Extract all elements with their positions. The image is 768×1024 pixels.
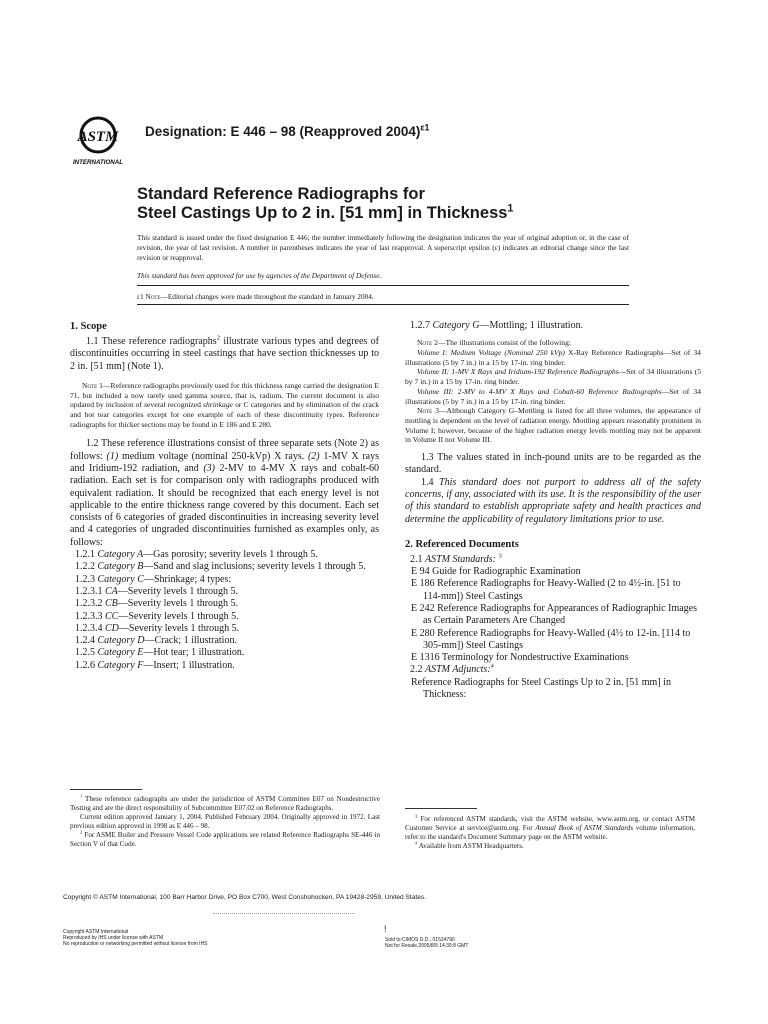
designation: Designation: E 446 – 98 (Reapproved 2004)$^{\varepsilon 1}$ — [145, 122, 430, 139]
referenced-standard: E 280 Reference Radiographs for Heavy-Walled (4½ to 12-in. [114 to 305-mm]) Steel Castings — [411, 627, 691, 651]
category-item: 1.2.1 Category A—Gas porosity; severity levels 1 through 5. — [75, 549, 318, 561]
paragraph-1-3: 1.3 The values stated in inch-pound units are to be regarded as the standard. — [405, 452, 701, 476]
item-1-2-7: 1.2.7 Category G—Mottling; 1 illustration. — [410, 320, 584, 331]
footnotes-right — [405, 815, 695, 851]
copyright-line: Copyright © ASTM International, 100 Barr Harbor Drive, PO Box C700, West Conshohocken, PA 19428-2959, United States. — [63, 894, 427, 901]
title-line-1: Standard Reference Radiographs for — [137, 185, 425, 203]
category-item: 1.2.5 Category E—Hot tear; 1 illustration. — [75, 647, 245, 659]
footnote-2: $^2$ For ASME Boiler and Pressure Vessel Code applications see related Reference Radiographs SE-446 in Section V of that Code. — [70, 830, 380, 849]
referenced-standard: E 242 Reference Radiographs for Appearances of Radiographic Images as Certain Parameters Are Changed — [411, 603, 698, 627]
astm-logo-mark — [63, 115, 133, 167]
footnote-4: $^4$ Available from ASTM Headquarters. — [415, 840, 524, 851]
title-line-2: Steel Castings Up to 2 in. [51 mm] in Thickness$^1$ — [137, 202, 514, 222]
category-item: 1.2.2 Category B—Sand and slag inclusions; severity levels 1 through 5. — [75, 561, 366, 573]
referenced-standards-list — [405, 566, 701, 664]
note-3: Note 3—Although Category G–Mottling is listed for all three volumes, the appearance of mottling is dependent on the level of radiation energy. Mottling appears reasonably prominent in Volume I; however, because of the higher radiation energy levels mottling may not be apparent in Volume II nor Volume III. — [405, 406, 701, 445]
license-notice: Copyright ASTM International Reproduced by IHS under license with ASTM No reproduction or networking permitted without license from IHS — [63, 929, 208, 948]
adjunct-entry: Reference Radiographs for Steel Castings Up to 2 in. [51 mm] in Thickness: — [411, 676, 671, 701]
footnote-1: $^1$ These reference radiographs are under the jurisdiction of ASTM Committee E07 on Nondestructive Testing and are the direct responsibility of Subcommittee E07.02 on Reference Radiographs. — [70, 793, 380, 813]
dotted-divider — [213, 913, 355, 914]
astm-logo — [63, 115, 133, 167]
category-item: 1.2.4 Category D—Crack; 1 illustration. — [75, 635, 237, 647]
header-rule-bottom — [137, 304, 629, 305]
category-item: 1.2.6 Category F—Insert; 1 illustration. — [75, 659, 235, 671]
referenced-standard: E 94 Guide for Radiographic Examination — [411, 566, 581, 578]
header-rule-top — [137, 285, 629, 286]
footnote-1-edition: Current edition approved January 1, 2004. Published February 2004. Originally approved in 1972. Last previous edition approved in 1998 as E 446 – 98. — [70, 813, 380, 831]
volume-1: Volume I: Medium Voltage (Nominal 250 kVp) X-Ray Reference Radiographs—Set of 34 illustrations (5 by 7 in.) in a 15 by 17-in. ring binder. — [405, 348, 701, 367]
category-list — [70, 549, 379, 672]
section-heading-scope: 1. Scope — [70, 321, 107, 332]
category-item: 1.2.3.2 CB—Severity levels 1 through 5. — [75, 598, 239, 610]
paragraph-1-4: 1.4 This standard does not purport to address all of the safety concerns, if any, associated with its use. It is the responsibility of the user of this standard to establish appropriate safety and health practices and determine the applicability of regulatory limitations prior to use. — [405, 476, 701, 525]
paragraph-1-2: 1.2 These reference illustrations consist of three separate sets (Note 2) as follows: (1) medium voltage (nominal 250-kVp) X rays. (2) 1-MV X rays and Iridium-192 radiation, and (3) 2-MV to 4-MV X rays and cobalt-60 radiation. Each set is for comparison only with radiographs produced with equivalent radiation. It should be recognized that each energy level is not applicable to the entire thickness range covered by this document. Each set consists of 6 categories of graded discontinuities in increasing severity level and 4 categories of ungraded discontinuities furnished as examples only, as follows: — [70, 438, 380, 548]
footnote-rule-left — [70, 789, 142, 790]
document-title — [137, 185, 513, 223]
svg-text:ASTM: ASTM — [77, 129, 119, 145]
referenced-standard: E 1316 Terminology for Nondestructive Examinations — [411, 652, 629, 664]
paragraph-2-1: 2.1 ASTM Standards: $^3$ — [410, 552, 502, 565]
page-marker: ! — [384, 924, 387, 934]
svg-text:INTERNATIONAL: INTERNATIONAL — [72, 159, 124, 166]
volume-2: Volume II: 1-MV X Rays and Iridium-192 Reference Radiographs—Set of 34 illustrations (5 by 7 in.) in a 15 by 17-in. ring binder. — [405, 367, 701, 387]
footnote-rule-right — [405, 808, 477, 809]
paragraph-2-2: 2.2 ASTM Adjuncts:$^4$ — [410, 663, 494, 676]
section-heading-referenced-documents: 2. Referenced Documents — [405, 538, 519, 550]
footnote-3: $^3$ For referenced ASTM standards, visit the ASTM website, www.astm.org, or contact ASTM Customer Service at service@astm.org. For Annual Book of ASTM Standards volume information, refer to the standard's Document Summary page on the ASTM website. — [405, 813, 696, 842]
category-item: 1.2.3.1 CA—Severity levels 1 through 5. — [75, 585, 239, 597]
issuance-statement: This standard is issued under the fixed designation E 446; the number immediately following the designation indicates the year of original adoption or, in the case of revision, the year of last revision. A number in parentheses indicates the year of last reapproval. A superscript epsilon (ε) indicates an editorial change since the last revision or reapproval. — [137, 233, 629, 262]
paragraph-1-1: 1.1 These reference radiographs$^2$ illustrate various types and degrees of discontinuities occurring in steel castings that have section thicknesses up to 2 in. [51 mm] (Note 1). — [70, 334, 380, 372]
volume-3: Volume III: 2-MV to 4-MV X Rays and Cobalt-60 Reference Radiographs—Set of 34 illustrations (5 by 7 in.) in a 15 by 17-in. ring binder. — [405, 386, 702, 406]
category-item: 1.2.3 Category C—Shrinkage; 4 types: — [75, 573, 232, 585]
dod-approval-note: This standard has been approved for use by agencies of the Department of Defense. — [137, 271, 382, 280]
left-column — [70, 320, 379, 672]
note-1: Note 1—Reference radiographs previously used for this thickness range carried the designation E 71, but included a now rarely used gamma source, that is, radium. The current document is also updated by inclusion of several recognized shrinkage or C categories and by elimination of the crack and hot tear categories except for one example of each of these discontinuity types. Reference radiographs for thicker sections may be found in E 186 and E 280. — [70, 380, 379, 429]
right-column — [405, 320, 701, 701]
footnotes-left — [70, 795, 380, 850]
referenced-standard: E 186 Reference Radiographs for Heavy-Walled (2 to 4½-in. [51 to 114-mm]) Steel Castings — [411, 578, 681, 602]
category-item: 1.2.3.3 CC—Severity levels 1 through 5. — [75, 610, 239, 622]
note-2: Note 2—The illustrations consist of the following: — [417, 338, 571, 348]
editorial-change-note: ε1 Note—Editorial changes were made throughout the standard in January 2004. — [137, 292, 374, 301]
category-item: 1.2.3.4 CD—Severity levels 1 through 5. — [75, 622, 240, 634]
sale-stamp: Sold to:CIMOS D.D., 01524790 Not for Resale,2005/8/9 14:39:8 GMT — [385, 937, 469, 950]
